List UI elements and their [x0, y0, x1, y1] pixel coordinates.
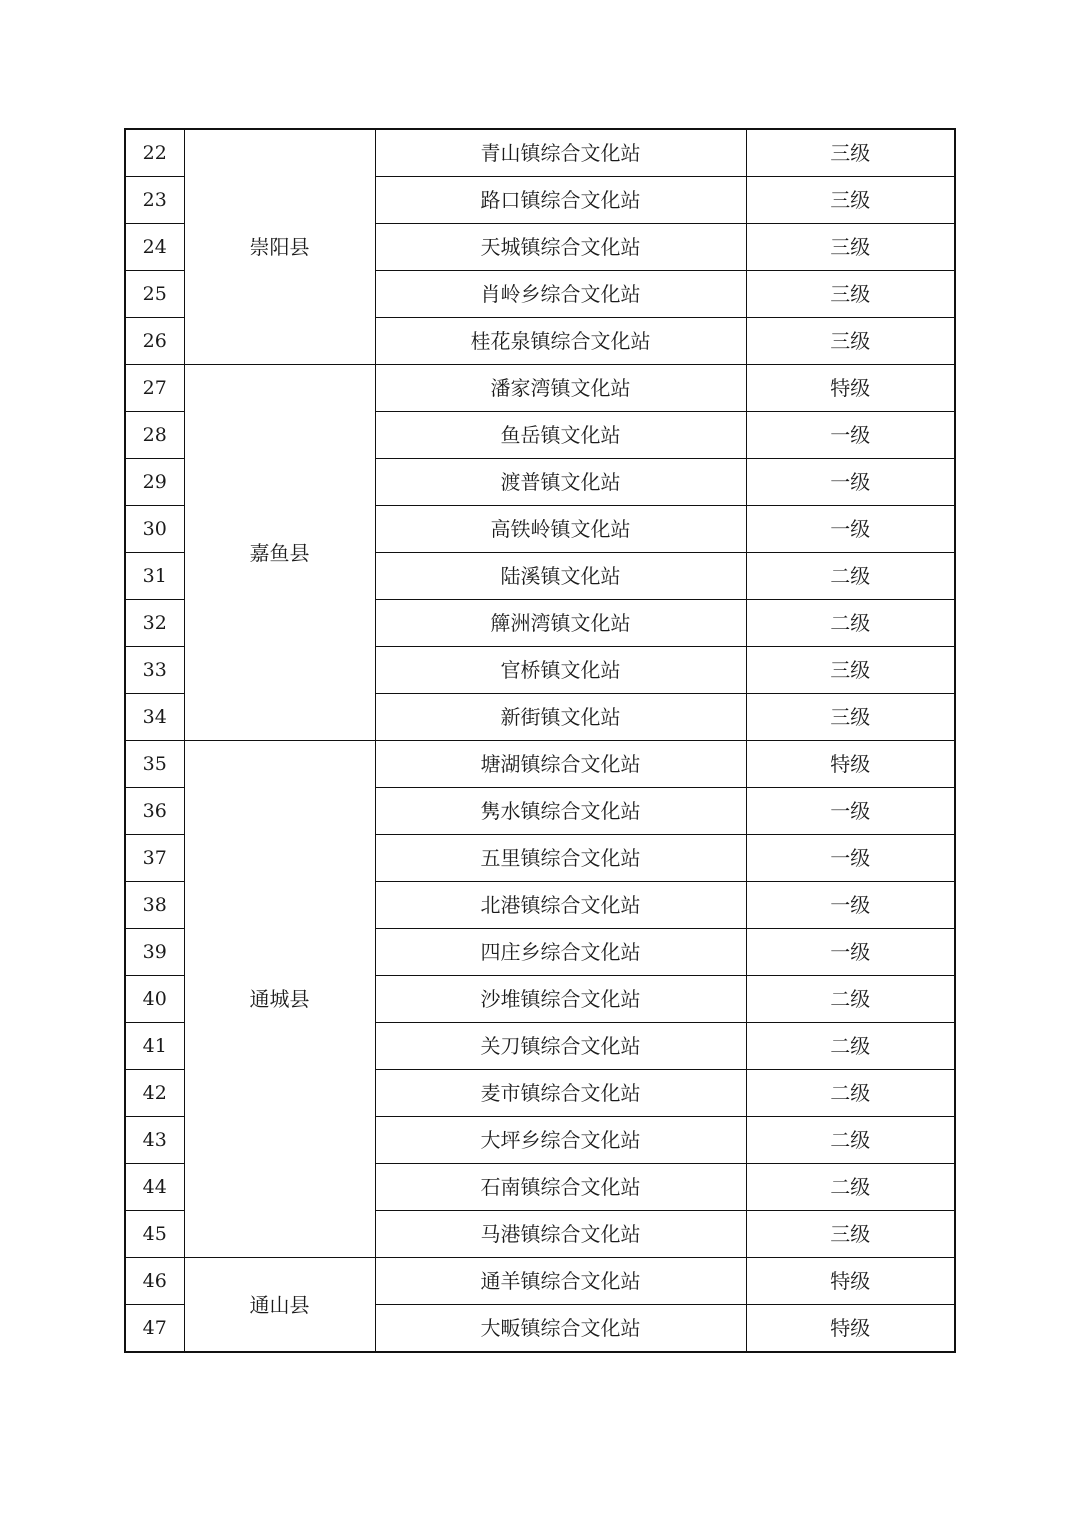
row-number: 31 — [125, 553, 184, 600]
table-body — [125, 129, 955, 1352]
station-name-cell: 新街镇文化站 — [375, 694, 746, 741]
row-number: 30 — [125, 506, 184, 553]
station-name-cell: 北港镇综合文化站 — [375, 882, 746, 929]
table-row — [125, 1258, 955, 1305]
row-number: 45 — [125, 1211, 184, 1258]
table-row — [125, 365, 955, 412]
row-number: 26 — [125, 318, 184, 365]
level-cell: 特级 — [746, 365, 955, 412]
station-name-cell: 麦市镇综合文化站 — [375, 1070, 746, 1117]
level-cell: 二级 — [746, 600, 955, 647]
level-cell: 二级 — [746, 1070, 955, 1117]
level-cell: 三级 — [746, 271, 955, 318]
row-number: 32 — [125, 600, 184, 647]
level-cell: 一级 — [746, 412, 955, 459]
station-name-cell: 肖岭乡综合文化站 — [375, 271, 746, 318]
level-cell: 一级 — [746, 459, 955, 506]
level-cell: 三级 — [746, 694, 955, 741]
station-name-cell: 关刀镇综合文化站 — [375, 1023, 746, 1070]
row-number: 23 — [125, 177, 184, 224]
table-row — [125, 741, 955, 788]
level-cell: 一级 — [746, 882, 955, 929]
row-number: 35 — [125, 741, 184, 788]
level-cell: 三级 — [746, 129, 955, 177]
row-number: 27 — [125, 365, 184, 412]
row-number: 29 — [125, 459, 184, 506]
level-cell: 一级 — [746, 929, 955, 976]
level-cell: 三级 — [746, 1211, 955, 1258]
level-cell: 一级 — [746, 788, 955, 835]
station-name-cell: 通羊镇综合文化站 — [375, 1258, 746, 1305]
row-number: 37 — [125, 835, 184, 882]
row-number: 47 — [125, 1305, 184, 1353]
row-number: 38 — [125, 882, 184, 929]
row-number: 22 — [125, 129, 184, 177]
row-number: 43 — [125, 1117, 184, 1164]
station-name-cell: 潘家湾镇文化站 — [375, 365, 746, 412]
county-cell: 崇阳县 — [184, 129, 375, 365]
row-number: 40 — [125, 976, 184, 1023]
county-cell: 通山县 — [184, 1258, 375, 1353]
county-cell: 嘉鱼县 — [184, 365, 375, 741]
station-name-cell: 石南镇综合文化站 — [375, 1164, 746, 1211]
row-number: 25 — [125, 271, 184, 318]
level-cell: 一级 — [746, 506, 955, 553]
level-cell: 三级 — [746, 647, 955, 694]
row-number: 46 — [125, 1258, 184, 1305]
level-cell: 二级 — [746, 1164, 955, 1211]
level-cell: 特级 — [746, 741, 955, 788]
culture-station-table — [124, 128, 956, 1353]
station-name-cell: 马港镇综合文化站 — [375, 1211, 746, 1258]
station-name-cell: 陆溪镇文化站 — [375, 553, 746, 600]
station-name-cell: 鱼岳镇文化站 — [375, 412, 746, 459]
level-cell: 三级 — [746, 224, 955, 271]
level-cell: 二级 — [746, 976, 955, 1023]
row-number: 42 — [125, 1070, 184, 1117]
station-name-cell: 高铁岭镇文化站 — [375, 506, 746, 553]
level-cell: 二级 — [746, 1023, 955, 1070]
table-row — [125, 129, 955, 177]
station-name-cell: 簰洲湾镇文化站 — [375, 600, 746, 647]
row-number: 41 — [125, 1023, 184, 1070]
level-cell: 三级 — [746, 318, 955, 365]
row-number: 44 — [125, 1164, 184, 1211]
row-number: 36 — [125, 788, 184, 835]
station-name-cell: 塘湖镇综合文化站 — [375, 741, 746, 788]
level-cell: 一级 — [746, 835, 955, 882]
row-number: 34 — [125, 694, 184, 741]
station-name-cell: 青山镇综合文化站 — [375, 129, 746, 177]
station-name-cell: 四庄乡综合文化站 — [375, 929, 746, 976]
row-number: 33 — [125, 647, 184, 694]
row-number: 39 — [125, 929, 184, 976]
level-cell: 三级 — [746, 177, 955, 224]
row-number: 24 — [125, 224, 184, 271]
level-cell: 特级 — [746, 1305, 955, 1353]
station-name-cell: 大畈镇综合文化站 — [375, 1305, 746, 1353]
level-cell: 特级 — [746, 1258, 955, 1305]
station-name-cell: 大坪乡综合文化站 — [375, 1117, 746, 1164]
station-name-cell: 路口镇综合文化站 — [375, 177, 746, 224]
station-name-cell: 渡普镇文化站 — [375, 459, 746, 506]
station-name-cell: 隽水镇综合文化站 — [375, 788, 746, 835]
row-number: 28 — [125, 412, 184, 459]
station-name-cell: 桂花泉镇综合文化站 — [375, 318, 746, 365]
station-name-cell: 五里镇综合文化站 — [375, 835, 746, 882]
level-cell: 二级 — [746, 553, 955, 600]
level-cell: 二级 — [746, 1117, 955, 1164]
county-cell: 通城县 — [184, 741, 375, 1258]
station-name-cell: 官桥镇文化站 — [375, 647, 746, 694]
station-name-cell: 沙堆镇综合文化站 — [375, 976, 746, 1023]
station-name-cell: 天城镇综合文化站 — [375, 224, 746, 271]
